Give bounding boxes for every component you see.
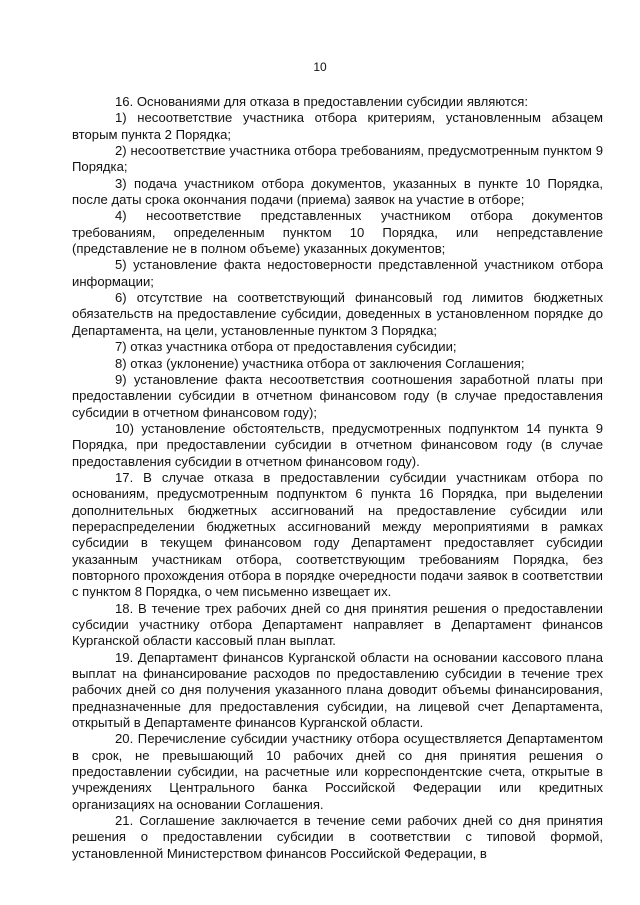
paragraph-20: 20. Перечисление субсидии участнику отбора осуществляется Департаментом в срок, не превышающий 10 рабочих дней со дня принятия решения о предоставлении субсидии, на расчетные или корреспондентские счета, открытые в учреждениях Центрального банка Российской Федерации или кредитных организациях на основании Соглашения. — [72, 731, 603, 812]
list-item-16-9: 9) установление факта несоответствия соотношения заработной платы при предоставлении субсидии в отчетном финансовом году (в случае предоставления субсидии в отчетном финансовом году); — [72, 371, 603, 420]
list-item-16-6: 6) отсутствие на соответствующий финансовый год лимитов бюджетных обязательств на предоставление субсидии, доведенных в установленном порядке до Департамента, на цели, установленные пунктом 3 Порядка; — [72, 290, 603, 338]
paragraph-21: 21. Соглашение заключается в течение семи рабочих дней со дня принятия решения о предоставлении субсидии в соответствии с типовой формой, установленной Министерством финансов Российской Федерации, в — [72, 813, 603, 861]
list-item-16-2: 2) несоответствие участника отбора требованиям, предусмотренным пунктом 9 Порядка; — [72, 143, 603, 175]
list-item-16-7: 7) отказ участника отбора от предоставления субсидии; — [115, 339, 457, 355]
list-item-16-1: 1) несоответствие участника отбора критериям, установленным абзацем вторым пункта 2 Порядка; — [72, 110, 603, 142]
list-item-16-4: 4) несоответствие представленных участником отбора документов требованиям, определенным пунктом 10 Порядка, или непредставление (представление не в полном объеме) указанных документов; — [72, 208, 603, 257]
list-item-16-10: 10) установление обстоятельств, предусмотренных подпунктом 14 пункта 9 Порядка, при предоставлении субсидии в отчетном финансовом году (в случае предоставления субсидии в отчетном финансовом году). — [72, 420, 603, 469]
list-item-16-3: 3) подача участником отбора документов, указанных в пункте 10 Порядка, после даты срока окончания подачи (приема) заявок на участие в отборе; — [72, 175, 603, 208]
paragraph-17: 17. В случае отказа в предоставлении субсидии участникам отбора по основаниям, предусмотренным подпунктом 6 пункта 16 Порядка, при выделении дополнительных бюджетных ассигнований на предоставление субсидии или перераспределении бюджетных ассигнований между мероприятиями в рамках субсидии в текущем финансовом году Департамент предоставляет субсидии указанным участникам отбора, соответствующим требованиям Порядка, без повторного прохождения отбора в порядке очередности подачи заявок в соответствии с пунктом 8 Порядка, о чем письменно извещает их. — [72, 469, 603, 600]
document-body — [72, 94, 603, 862]
paragraph-18: 18. В течение трех рабочих дней со дня принятия решения о предоставлении субсидии участнику отбора Департамент направляет в Департамент финансов Курганской области кассовый план выплат. — [72, 600, 603, 649]
list-item-16-8: 8) отказ (уклонение) участника отбора от заключения Соглашения; — [115, 355, 525, 371]
paragraph-19: 19. Департамент финансов Курганской области на основании кассового плана выплат на финансирование расходов по предоставлению субсидии в течение трех рабочих дней со дня получения указанного плана доводит объемы финансирования, предназначенные для предоставления субсидии, на лицевой счет Департамента, открытый в Департаменте финансов Курганской области. — [72, 649, 603, 731]
page-number: 10 — [313, 60, 327, 74]
paragraph-16: 16. Основаниями для отказа в предоставлении субсидии являются: — [115, 94, 528, 109]
list-item-16-5: 5) установление факта недостоверности представленной участником отбора информации; — [72, 257, 603, 289]
